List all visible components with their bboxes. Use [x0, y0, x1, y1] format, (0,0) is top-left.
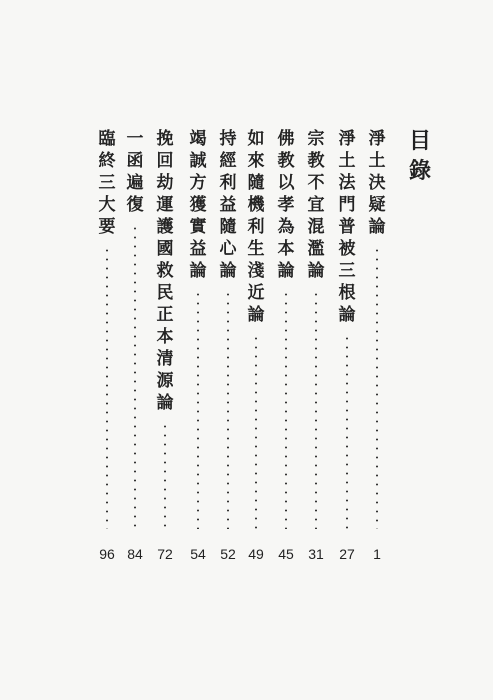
- toc-entry-title: 持 經 利 益 隨 心 論: [219, 129, 237, 281]
- toc-page-number: 1: [373, 546, 381, 562]
- toc-leader-dots: [315, 290, 317, 529]
- toc-leader-dots: [134, 224, 136, 529]
- toc-page-number: 84: [127, 546, 143, 562]
- toc-page-number: 45: [278, 546, 294, 562]
- toc-entry: [96, 128, 118, 563]
- toc-leader-dots: [197, 290, 199, 529]
- toc-leader-dots: [255, 334, 257, 529]
- toc-entry-title: 淨 土 法 門 普 被 三 根 論: [338, 129, 356, 325]
- toc-entry: [245, 128, 267, 563]
- toc-page-number: 96: [99, 546, 115, 562]
- toc-entry: [305, 128, 327, 563]
- toc-entry: [366, 128, 388, 563]
- toc-entry-title: 淨 土 決 疑 論: [368, 129, 386, 237]
- toc-page-number: 27: [339, 546, 355, 562]
- toc-leader-dots: [346, 334, 348, 529]
- toc-entry-title: 竭 誠 方 獲 實 益 論: [189, 129, 207, 281]
- toc-entry: [124, 128, 146, 563]
- toc-leader-dots: [376, 246, 378, 529]
- toc-page-number: 31: [308, 546, 324, 562]
- toc-entry: [187, 128, 209, 563]
- toc-leader-dots: [106, 246, 108, 529]
- toc-page-number: 54: [190, 546, 206, 562]
- toc-entry: [217, 128, 239, 563]
- toc-entry-title: 如 來 隨 機 利 生 淺 近 論: [247, 129, 265, 325]
- toc-page-number: 49: [248, 546, 264, 562]
- toc-entry: [336, 128, 358, 563]
- toc-leader-dots: [285, 290, 287, 529]
- toc-leader-dots: [227, 290, 229, 529]
- toc-entry-title: 挽 回 劫 運 護 國 救 民 正 本 清 源 論: [156, 129, 174, 413]
- toc-page-number: 72: [157, 546, 173, 562]
- toc-entry-title: 佛 教 以 孝 為 本 論: [277, 129, 295, 281]
- toc-page-number: 52: [220, 546, 236, 562]
- toc-entry: [275, 128, 297, 563]
- toc-entry: [154, 128, 176, 563]
- toc-entry-title: 一 函 遍 復: [126, 129, 144, 215]
- toc-entry-title: 宗 教 不 宜 混 濫 論: [307, 129, 325, 281]
- toc-leader-dots: [164, 422, 166, 529]
- toc-title: 目 錄: [408, 128, 431, 184]
- toc-entry-title: 臨 終 三 大 要: [98, 129, 116, 237]
